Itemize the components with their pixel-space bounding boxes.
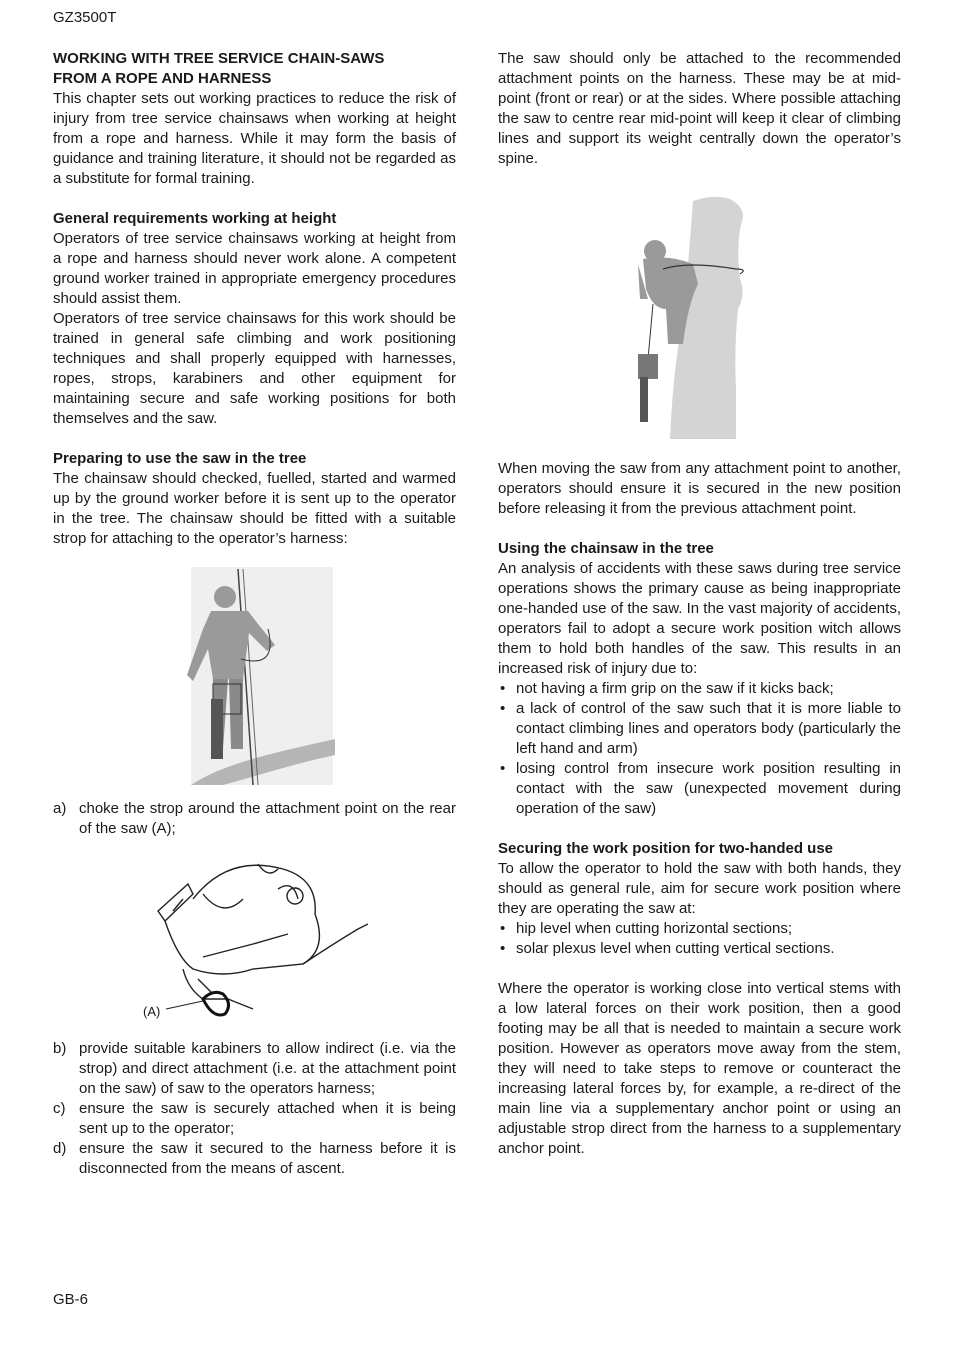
list-item [53, 1039, 456, 1099]
list-item [498, 919, 901, 939]
securing-heading: Securing the work position for two-handed use [498, 840, 834, 857]
callout-a-label: (A) [143, 1004, 161, 1019]
list-item [53, 1139, 456, 1179]
list-item [498, 679, 901, 699]
bullet-marker: • [500, 940, 506, 957]
list-marker: c) [53, 1100, 66, 1117]
securing-paragraph: To allow the operator to hold the saw with both hands, they should as general rule, aim for secure work position where they are operating the saw at: [498, 860, 901, 917]
bullet-marker: • [500, 760, 506, 777]
list-item-text: not having a firm grip on the saw if it kicks back; [516, 680, 834, 697]
page-header-model: GZ3500T [53, 9, 117, 26]
using-heading: Using the chainsaw in the tree [498, 540, 714, 557]
bullet-marker: • [500, 700, 506, 717]
general-paragraph-2: Operators of tree service chainsaws for this work should be trained in general safe climbing and work positioning techniques and shall properly equipped with harnesses, ropes, strops, karabiners and other equipment for maintaining secure and safe working positions for both themselves and the saw. [53, 310, 456, 427]
moving-paragraph: When moving the saw from any attachment point to another, operators should ensure it is secured in the new position before releasing it from the previous attachment point. [498, 460, 901, 517]
list-marker: d) [53, 1140, 67, 1157]
steps-bcd-list [53, 1039, 456, 1179]
list-item-text: ensure the saw it secured to the harness before it is disconnected from the means of ascent. [79, 1140, 456, 1177]
section-title-line1: WORKING WITH TREE SERVICE CHAIN-SAWS [53, 50, 385, 67]
securing-bullet-list [498, 919, 901, 959]
using-paragraph: An analysis of accidents with these saws during tree service operations shows the primary cause as being inappropriate one-handed use of the saw. In the vast majority of accidents, operators fail to adopt a secure work position witch allows them to hold both handles of the saw. This results in an increased risk of injury due to: [498, 560, 901, 677]
list-item-text: a lack of control of the saw such that it is more liable to contact climbing lines and operators body (particularly the left hand and arm) [516, 700, 901, 757]
climber-harness-figure [53, 549, 456, 799]
preparing-paragraph: The chainsaw should checked, fuelled, started and warmed up by the ground worker before it is sent up to the operator in the tree. The chainsaw should be fitted with a suitable strop for attaching to the operator’s harness: [53, 470, 456, 547]
list-marker: b) [53, 1040, 67, 1057]
list-item [498, 759, 901, 819]
preparing-heading: Preparing to use the saw in the tree [53, 450, 307, 467]
list-item-text: losing control from insecure work position resulting in contact with the saw (unexpected movement during operation of the saw) [516, 760, 901, 817]
list-item-text: solar plexus level when cutting vertical sections. [516, 940, 835, 957]
step-a-list [53, 799, 456, 839]
list-item [498, 939, 901, 959]
using-bullet-list [498, 679, 901, 819]
where-paragraph: Where the operator is working close into vertical stems with a low lateral forces on their work position, then a good footing may be all that is needed to maintain a secure work position. However as operators move away from the stem, they will need to take steps to remove or counteract the increasing lateral forces by, for example, a re-direct of the main line via a supplementary anchor point or using an adjustable strop direct from the harness to a supplementary anchor point. [498, 980, 901, 1157]
intro-paragraph: This chapter sets out working practices to reduce the risk of injury from tree service chainsaws when working at height from a rope and harness. While it may form the basis of guidance and training literature, it should not be regarded as a substitute for formal training. [53, 90, 456, 187]
page-number: GB-6 [53, 1291, 89, 1308]
climber-illustration [53, 549, 456, 799]
bullet-marker: • [500, 920, 506, 937]
tree-climber-illustration [498, 169, 901, 459]
tree-climber-figure [498, 169, 901, 459]
right-column [498, 49, 901, 1159]
bullet-marker: • [500, 680, 506, 697]
list-marker: a) [53, 800, 67, 817]
general-paragraph-1: Operators of tree service chainsaws working at height from a rope and harness should never work alone. A competent ground worker trained in appropriate emergency procedures should assist them. [53, 230, 456, 307]
list-item-text: choke the strop around the attachment point on the rear of the saw (A); [79, 800, 456, 837]
list-item-text: provide suitable karabiners to allow indirect (i.e. via the strop) and direct attachment (i.e. at the attachment point on the saw) of saw to the operators harness; [79, 1040, 456, 1097]
list-item [53, 1099, 456, 1139]
left-column [53, 49, 456, 1179]
list-item-text: hip level when cutting horizontal sections; [516, 920, 792, 937]
saw-attachment-figure [53, 839, 456, 1039]
list-item-text: ensure the saw is securely attached when it is being sent up to the operator; [79, 1100, 456, 1137]
attach-paragraph: The saw should only be attached to the recommended attachment points on the harness. These may be at mid-point (front or rear) or at the sides. Where possible attaching the saw to centre rear mid-point will keep it clear of climbing lines and support its weight centrally down the operator’s spine. [498, 50, 901, 167]
list-item [498, 699, 901, 759]
list-item [53, 799, 456, 839]
saw-rear-illustration [53, 839, 456, 1039]
general-heading: General requirements working at height [53, 210, 337, 227]
section-title-line2: FROM A ROPE AND HARNESS [53, 70, 272, 87]
